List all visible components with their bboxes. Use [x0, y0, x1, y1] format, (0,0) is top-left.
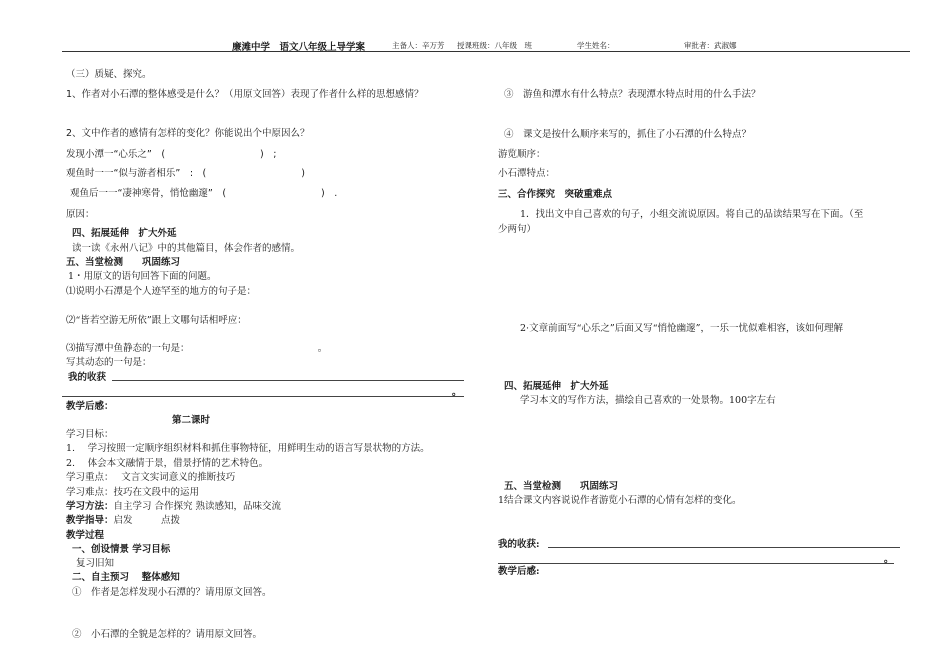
header-reviewer: 审批者：武淑娜	[684, 41, 737, 50]
study-focus: 学习重点： 文言文实词意义的推断技巧	[66, 472, 236, 483]
right-features: 小石潭特点：	[498, 168, 556, 179]
left-s5-q3: ⑶描写潭中鱼静态的一句是： 。	[66, 343, 328, 354]
study-method-label: 学习方法：	[66, 501, 114, 512]
left-s5-1: 1・用原文的语句回答下面的问题。	[68, 271, 217, 282]
right-s5-text: 1结合课文内容说说作者游览小石潭的心情有怎样的变化。	[498, 495, 742, 506]
left-gain-end: 。	[452, 387, 462, 398]
right-s5-heading: 五、当堂检测 巩固练习	[504, 481, 619, 492]
left-s4-text: 读一读《永州八记》中的其他篇目，体会作者的感情。	[72, 243, 301, 254]
lesson2-title: 第二课时	[172, 415, 211, 426]
header-student: 学生姓名：	[577, 41, 615, 50]
header-class: 授课班级：八年级 班	[457, 41, 532, 50]
right-gain-label: 我的收获:	[498, 539, 540, 550]
left-q2-c: 观鱼后一一“凄神寒骨，悄怆幽邃” ( ) .	[70, 188, 338, 199]
teaching-guide	[66, 512, 180, 526]
left-q1: 1、作者对小石潭的整体感受是什么？（用原文回答）表现了作者什么样的思想感情？	[66, 89, 424, 100]
left-gain-line-1	[112, 380, 464, 381]
right-q3: ③ 游鱼和潭水有什么特点？表现潭水特点时用的什么手法？	[504, 89, 761, 100]
left-q2-reason: 原因：	[66, 209, 95, 220]
right-gain-line-1	[548, 547, 900, 548]
left-q2: 2、文中作者的感情有怎样的变化？你能说出个中原因么？	[66, 128, 310, 139]
goal-2: 2. 体会本文融情于景，借景抒情的艺术特色。	[66, 458, 269, 469]
process-step-2: 二、自主预习 整体感知	[72, 572, 180, 583]
left-s5-q2: ⑵“皆若空游无所依”跟上文哪句话相呼应：	[66, 315, 247, 326]
left-gain-label: 我的收获	[68, 372, 107, 383]
left-q2-a: 发现小潭一“心乐之” ( ) ;	[66, 149, 277, 160]
study-method	[66, 498, 281, 512]
right-s4-text: 学习本文的写作方法，描绘自己喜欢的一处景物。100字左右	[520, 395, 776, 406]
header-title: 廉滩中学 语文八年级上导学案	[232, 42, 366, 53]
right-s3-1b: 少两句）	[498, 224, 537, 235]
left-s5-q1: ⑴说明小石潭是个人迹罕至的地方的句子是：	[66, 286, 257, 297]
header-preparer: 主备人：辛万芳	[392, 41, 445, 50]
right-q4: ④ 课文是按什么顺序来写的，抓住了小石潭的什么特点？	[504, 129, 752, 140]
right-s3-heading: 三、合作探究 突破重难点	[498, 189, 613, 200]
right-s4-heading: 四、拓展延伸 扩大外延	[504, 381, 609, 392]
teaching-guide-text: 启发 点拨	[113, 515, 181, 526]
teaching-guide-label: 教学指导：	[66, 515, 114, 526]
left-s4-heading: 四、拓展延伸 扩大外延	[72, 228, 177, 239]
goals-heading: 学习目标：	[66, 429, 114, 440]
right-s3-2: 2·文章前面写“心乐之”后面又写“悄怆幽邃”，一乐一忧似难相容，该如何理解	[520, 323, 843, 334]
right-s3-1a: 1．找出文中自己喜欢的句子，小组交流说原因。将自己的品读结果写在下面。（至	[520, 209, 864, 220]
study-method-text: 自主学习 合作探究 熟读感知，品味交流	[113, 501, 282, 512]
right-order: 游览顺序：	[498, 149, 546, 160]
process-step-2-q1: ① 作者是怎样发现小石潭的？请用原文回答。	[72, 587, 272, 598]
left-s5-q3b: 写其动态的一句是：	[66, 357, 152, 368]
process-step-2-q2: ② 小石潭的全貌是怎样的？请用原文回答。	[72, 629, 263, 640]
right-gain-end: 。	[884, 554, 894, 565]
right-gain-line-2	[498, 563, 894, 564]
left-s3-heading: （三）质疑、探究。	[66, 69, 152, 80]
goal-1: 1. 学习按照一定顺序组织材料和抓住事物特征，用鲜明生动的语言写景状物的方法。	[66, 443, 430, 454]
process-heading: 教学过程	[66, 530, 105, 541]
left-s5-heading: 五、当堂检测 巩固练习	[66, 257, 181, 268]
page-header	[62, 37, 910, 51]
process-step-1-text: 复习旧知	[76, 558, 115, 569]
left-q2-b: 观鱼时一一“似与游者相乐” : ( )	[66, 168, 305, 179]
left-gain-line-2	[62, 396, 464, 397]
study-difficulty: 学习难点：技巧在文段中的运用	[66, 487, 200, 498]
left-reflection: 教学后感：	[66, 401, 114, 412]
right-reflection: 教学后感:	[498, 566, 540, 577]
process-step-1: 一、创设情景 学习目标	[72, 544, 171, 555]
header-rule	[62, 51, 910, 52]
